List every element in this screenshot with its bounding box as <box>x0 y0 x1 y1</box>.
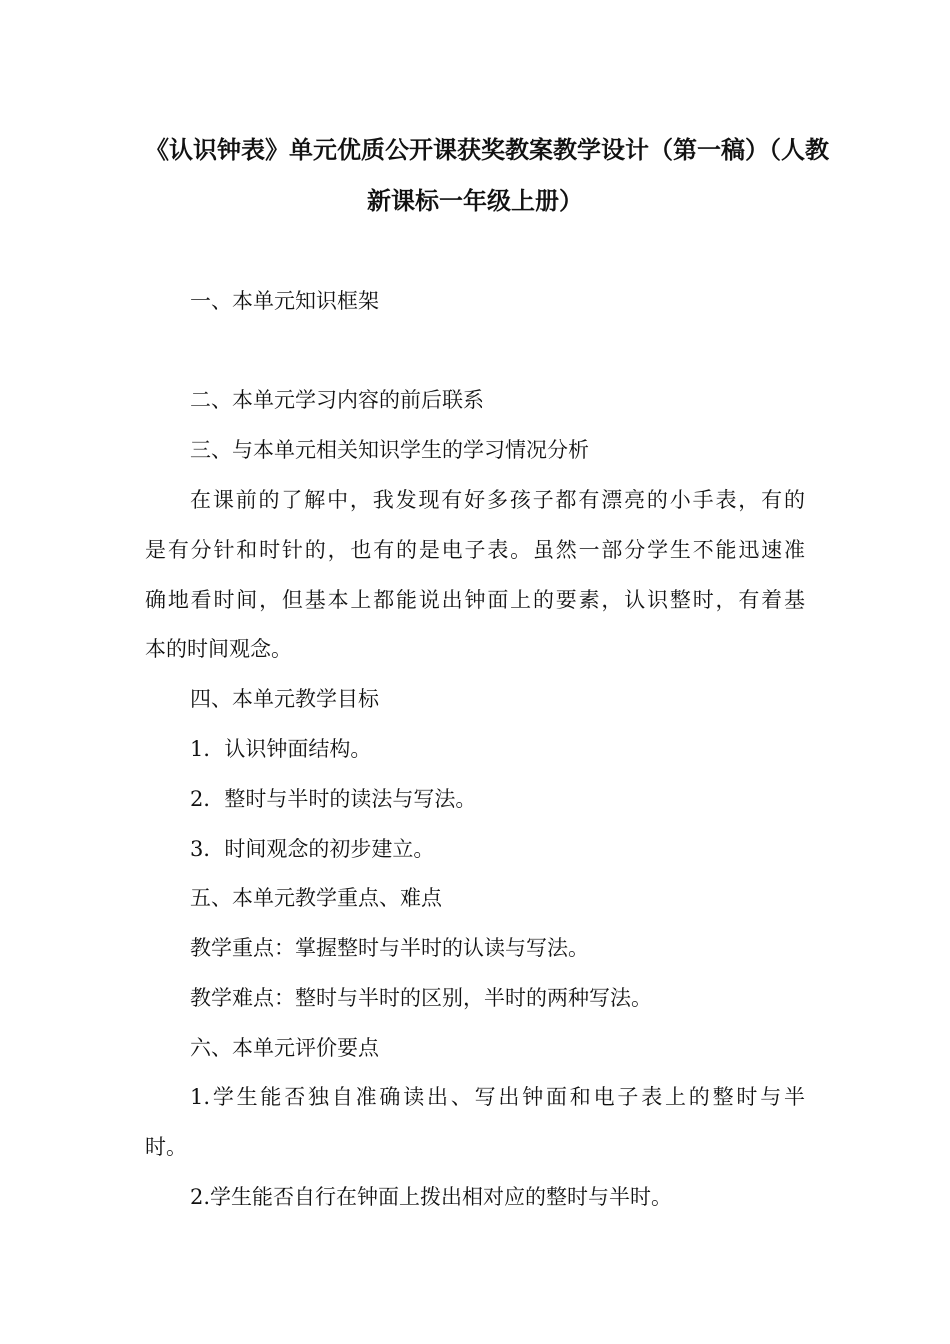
list-item: 2．整时与半时的读法与写法。 <box>190 787 477 811</box>
paragraph-line: 确地看时间，但基本上都能说出钟面上的要素，认识整时，有着基 <box>145 588 805 612</box>
paragraph-line: 是有分针和时针的，也有的是电子表。虽然一部分学生不能迅速准 <box>145 538 805 562</box>
list-item: 3．时间观念的初步建立。 <box>190 837 435 861</box>
list-item: 1．认识钟面结构。 <box>190 737 372 761</box>
section-heading-2: 二、本单元学习内容的前后联系 <box>190 388 484 412</box>
section-heading-3: 三、与本单元相关知识学生的学习情况分析 <box>190 438 589 462</box>
document-title-line-2: 新课标一年级上册） <box>367 187 583 215</box>
difficult-point-text: 教学难点：整时与半时的区别，半时的两种写法。 <box>190 986 652 1010</box>
section-heading-5: 五、本单元教学重点、难点 <box>190 886 442 910</box>
paragraph-line: 本的时间观念。 <box>145 637 292 661</box>
list-item: 1.学生能否独自准确读出、写出钟面和电子表上的整时与半 <box>190 1085 805 1109</box>
section-heading-4: 四、本单元教学目标 <box>190 687 379 711</box>
section-heading-6: 六、本单元评价要点 <box>190 1036 379 1060</box>
list-item-continuation: 时。 <box>145 1135 187 1159</box>
list-item: 2.学生能否自行在钟面上拨出相对应的整时与半时。 <box>190 1185 673 1209</box>
document-title-line-1: 《认识钟表》单元优质公开课获奖教案教学设计（第一稿）（人教 <box>145 136 829 164</box>
paragraph-line: 在课前的了解中，我发现有好多孩子都有漂亮的小手表，有的 <box>190 488 805 512</box>
key-point-text: 教学重点：掌握整时与半时的认读与写法。 <box>190 936 589 960</box>
section-heading-1: 一、本单元知识框架 <box>190 289 379 313</box>
